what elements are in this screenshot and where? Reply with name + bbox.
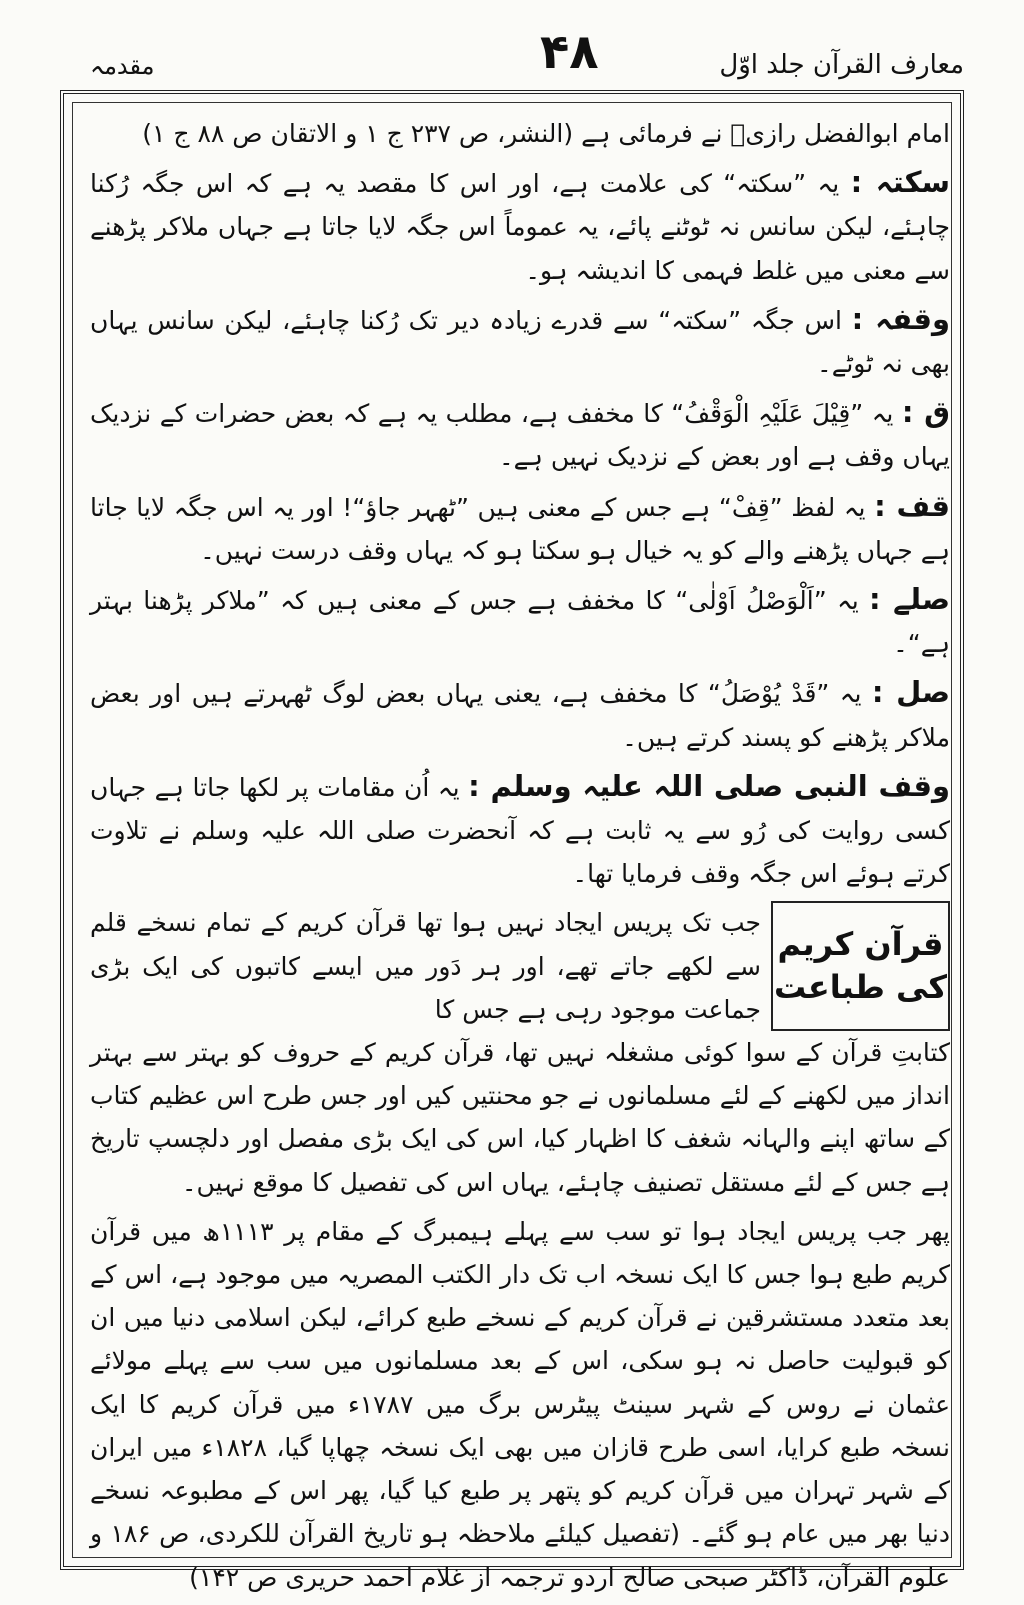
definition-term: وقفہ : [851, 301, 950, 336]
definition-term: صل : [871, 675, 950, 710]
page-body [90, 112, 950, 1605]
book-title: معارف القرآن جلد اوّل [719, 50, 964, 80]
intro-paragraph [90, 112, 950, 155]
page-header [70, 22, 984, 82]
definition-paragraph [90, 485, 950, 572]
paragraph-text: امام ابوالفضل رازیؒ نے فرمائی ہے (النشر، ص ۲۳۷ ج ۱ و الاتقان ص ۸۸ ج ۱) [142, 119, 950, 148]
definition-paragraph [90, 161, 950, 292]
definition-text: یہ ”اَلْوَصْلُ اَوْلٰی“ کا مخفف ہے جس کے معنی ہیں کہ ”ملاکر پڑھنا بہتر ہے“۔ [90, 586, 950, 659]
definition-text: اس جگہ ”سکتہ“ سے قدرے زیادہ دیر تک رُکنا چاہئے، لیکن سانس یہاں بھی نہ ٹوٹے۔ [90, 305, 950, 379]
definition-paragraph [90, 765, 950, 896]
section-intro [90, 901, 950, 1031]
section-name: مقدمہ [90, 52, 155, 80]
paragraph-text: کتابتِ قرآن کے سوا کوئی مشغلہ نہیں تھا، قرآن کریم کے حروف کو بہتر سے بہتر انداز میں لکھنے کے لئے مسلمانوں نے جو محنتیں کیں اور جس طرح اس عظیم کتاب کے ساتھ اپنے والہانہ شغف کا اظہار کیا، اس کی ایک بڑی مفصل اور دلچسپ تاریخ ہے جس کے لئے مستقل تصنیف چاہئے، یہاں اس کی تفصیل کا موقع نہیں۔ [90, 1038, 950, 1197]
definition-text: یہ لفظ ”قِفْ“ ہے جس کے معنی ہیں ”ٹھہر جاؤ“! اور یہ اس جگہ لایا جاتا ہے جہاں پڑھنے والے کو یہ خیال ہو سکتا ہو کہ یہاں وقف درست نہیں۔ [90, 492, 950, 565]
body-paragraph [90, 1031, 950, 1204]
page-number: ۴۸ [540, 24, 599, 80]
section-intro-text: جب تک پریس ایجاد نہیں ہوا تھا قرآن کریم کے تمام نسخے قلم سے لکھے جاتے تھے، اور ہر دَور میں ایسے کاتبوں کی ایک بڑی جماعت موجود رہی ہے جس کا [90, 908, 761, 1024]
definition-term: ق : [901, 395, 951, 430]
paragraph-text: پھر جب پریس ایجاد ہوا تو سب سے پہلے ہیمبرگ کے مقام پر ۱۱۱۳ھ میں قرآن کریم طبع ہوا جس کا ایک نسخہ اب تک دار الکتب المصریہ میں موجود ہے، اس کے بعد متعدد مستشرقین نے قرآن کریم کے نسخے طبع کرائے، لیکن اسلامی دنیا میں ان کو قبولیت حاصل نہ ہو سکی، اس کے بعد مسلمانوں میں سب سے پہلے مولائے عثمان نے روس کے شہر سینٹ پیٹرس برگ میں ۱۷۸۷ء میں قرآن کریم کا ایک نسخہ طبع کرایا، اسی طرح قازان میں بھی ایک نسخہ چھاپا گیا، ۱۸۲۸ء میں ایران کے شہر تہران میں قرآن کریم کو پتھر پر طبع کیا گیا، پھر اس کے مطبوعہ نسخے دنیا بھر میں عام ہو گئے۔ (تفصیل کیلئے ملاحظہ ہو تاریخ القرآن للکردی، ص ۱۸۶ و علوم القرآن، ڈاکٹر صبحی صالح اردو ترجمہ از غلام احمد حریری ص ۱۴۲) [90, 1216, 951, 1592]
definition-text: یہ ”سکتہ“ کی علامت ہے، اور اس کا مقصد یہ ہے کہ اس جگہ رُکنا چاہئے، لیکن سانس نہ ٹوٹنے پائے، یہ عموماً اس جگہ لایا جاتا ہے جہاں ملاکر پڑھنے سے معنی میں غلط فہمی کا اندیشہ ہو۔ [90, 169, 950, 285]
definition-paragraph [90, 298, 950, 385]
section-heading-box: قرآن کریم کی طباعت [771, 901, 950, 1031]
definition-paragraph [90, 578, 950, 665]
definition-paragraph [90, 671, 950, 758]
definition-term: وقف النبی صلی اللہ علیہ وسلم : [468, 768, 950, 803]
body-paragraph [90, 1210, 950, 1599]
definition-term: قف : [874, 488, 950, 523]
definition-paragraph [90, 391, 950, 478]
definition-text: یہ اُن مقامات پر لکھا جاتا ہے جہاں کسی روایت کی رُو سے یہ ثابت ہے کہ آنحضرت صلی اللہ علیہ وسلم نے تلاوت کرتے ہوئے اس جگہ وقف فرمایا تھا۔ [90, 772, 950, 889]
definition-term: صلے : [869, 582, 951, 617]
definition-text: یہ ”قِیْلَ عَلَیْہِ الْوَقْفُ“ کا مخفف ہے، مطلب یہ ہے کہ بعض حضرات کے نزدیک یہاں وقف ہے اور بعض کے نزدیک نہیں ہے۔ [90, 399, 950, 472]
definition-text: یہ ”قَدْ یُوْصَلُ“ کا مخفف ہے، یعنی یہاں بعض لوگ ٹھہرتے ہیں اور بعض ملاکر پڑھنے کو پسند کرتے ہیں۔ [90, 679, 950, 752]
definition-term: سکتہ : [850, 165, 950, 200]
